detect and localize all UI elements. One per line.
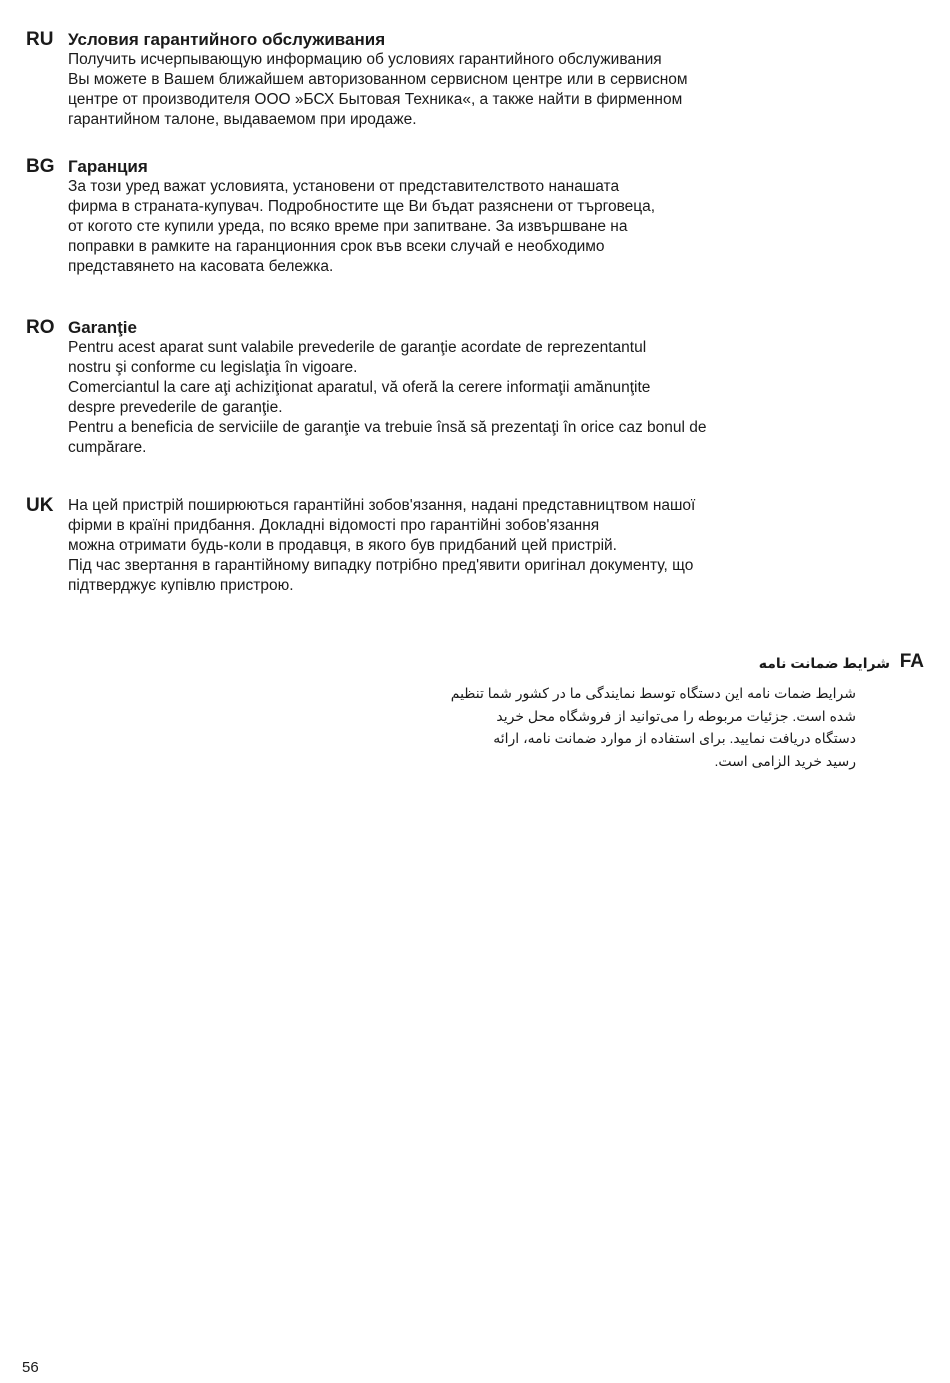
section-fa-line: شرایط ضمات نامه این دستگاه توسط نمایندگی ما در کشور شما تنظیم	[450, 685, 856, 701]
page-number: 56	[22, 1359, 39, 1376]
section-ro-line: Comerciantul la care aţi achiziţionat aparatul, vă oferă la cerere informaţii amănunţite	[68, 379, 651, 396]
section-fa	[450, 650, 924, 770]
section-ro-line: nostru şi conforme cu legislaţia în vigoare.	[68, 359, 358, 376]
section-uk-line: Під час звертання в гарантійному випадку потрібно пред'явити оригінал документу, що	[68, 557, 694, 574]
section-bg-line: представянето на касовата бележка.	[68, 258, 334, 275]
section-fa-title: شرایط ضمانت نامه	[758, 655, 890, 671]
section-ru-line: Вы можете в Вашем ближайшем авторизованном сервисном центре или в сервисном	[68, 71, 688, 88]
language-code-ru: RU	[26, 29, 54, 50]
section-ru-line: Получить исчерпывающую информацию об условиях гарантийного обслуживания	[68, 51, 662, 68]
section-bg-content	[68, 157, 848, 277]
section-ro-content	[68, 318, 848, 458]
section-fa-line: دستگاه دریافت نمایید. برای استفاده از موارد ضمانت نامه، ارائه	[493, 730, 856, 746]
section-ru-line: центре от производителя ООО »БСХ Бытовая Техника«, а также найти в фирменном	[68, 91, 683, 108]
section-bg-line: поправки в рамките на гаранционния срок във всеки случай е необходимо	[68, 238, 605, 255]
section-ro-title: Garanţie	[68, 318, 137, 337]
section-uk-content	[68, 496, 848, 596]
section-ru-line: гарантийном талоне, выдаваемом при иродаже.	[68, 111, 417, 128]
section-uk-line: На цей пристрій поширюються гарантійні зобов'язання, надані представництвом нашої	[68, 497, 696, 514]
section-ru-content	[68, 30, 848, 130]
section-ro-line: despre prevederile de garanţie.	[68, 399, 283, 416]
language-code-fa: FA	[899, 651, 924, 672]
language-code-ro: RO	[26, 317, 55, 338]
section-bg-line: от когото сте купили уреда, по всяко време при запитване. За извършване на	[68, 218, 628, 235]
section-uk-line: фірми в країні придбання. Докладні відомості про гарантійні зобов'язання	[68, 517, 600, 534]
section-ro-line: Pentru acest aparat sunt valabile prevederile de garanţie acordate de reprezentantul	[68, 339, 647, 356]
section-ru-title: Условия гарантийного обслуживания	[68, 30, 386, 49]
section-bg-title: Гаранция	[68, 157, 148, 176]
section-uk-line: можна отримати будь-коли в продавця, в якого був придбаний цей пристрій.	[68, 537, 617, 554]
section-fa-content	[448, 682, 856, 772]
section-fa-line: شده است. جزئیات مربوطه را می‌توانید از فروشگاه محل خرید	[496, 707, 856, 724]
language-code-bg: BG	[26, 156, 55, 177]
section-fa-line: رسید خرید الزامی است.	[714, 752, 856, 769]
section-bg-line: За този уред важат условията, установени от представителството нанашата	[68, 178, 620, 195]
language-code-uk: UK	[26, 495, 54, 516]
section-bg-line: фирма в странатa-купувач. Подробностите ще Ви бъдат разяснени от търговеца,	[68, 198, 656, 215]
section-ro-line: Pentru a beneficia de serviciile de garanţie va trebuie însă să prezentaţi în orice caz bonul de	[68, 419, 707, 436]
section-ro-line: cumpărare.	[68, 439, 147, 456]
section-uk-line: підтверджує купівлю пристрою.	[68, 577, 294, 594]
